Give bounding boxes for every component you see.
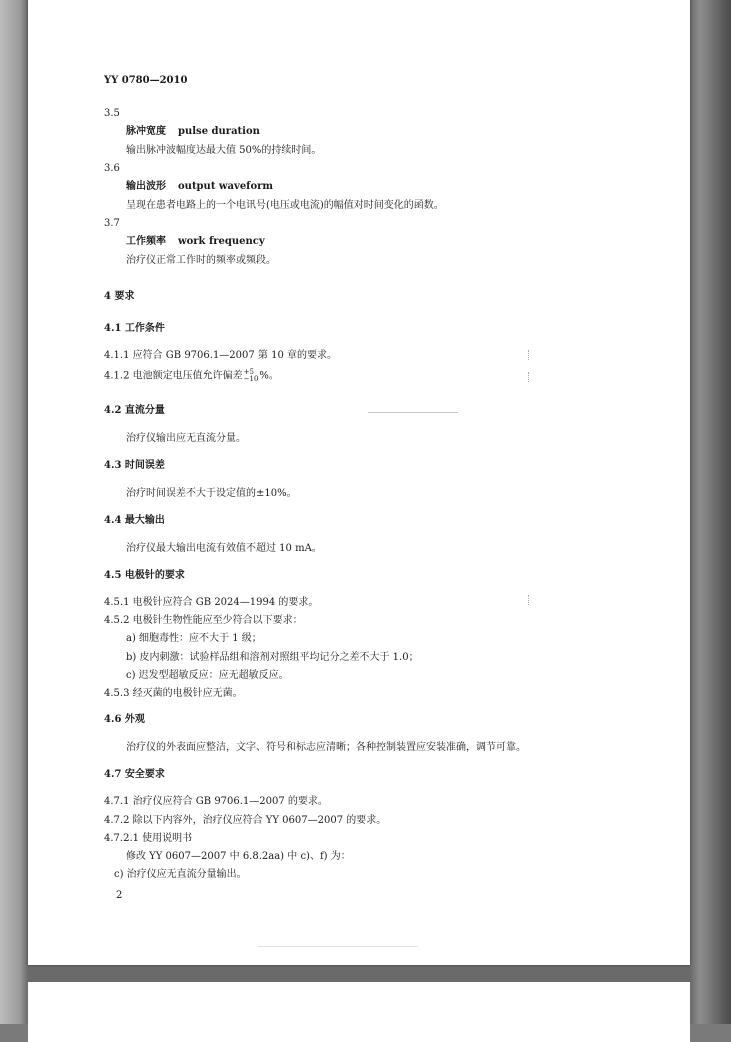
- tolerance-lower: −10: [243, 375, 259, 383]
- scan-artifact-line: [368, 412, 458, 413]
- term-en: output waveform: [178, 181, 274, 192]
- clause-number: 3.5: [104, 108, 120, 119]
- section-heading-4-1: 4.1 工作条件: [104, 323, 165, 334]
- term-heading: [126, 181, 273, 193]
- term-heading: [126, 236, 265, 248]
- scan-mark: [528, 372, 530, 382]
- term-en: work frequency: [178, 236, 265, 247]
- clause-4-7-2: 4.7.2 除以下内容外，治疗仪应符合 YY 0607—2007 的要求。: [104, 815, 387, 826]
- clause-4-6-text: 治疗仪的外表面应整洁，文字、符号和标志应清晰；各种控制装置应安装准确，调节可靠。: [126, 742, 526, 753]
- clause-4-2-text: 治疗仪输出应无直流分量。: [126, 433, 246, 444]
- clause-4-5-1: 4.5.1 电极针应符合 GB 2024—1994 的要求。: [104, 597, 319, 608]
- clause-4-7-2-1-text: 修改 YY 0607—2007 中 6.8.2aa) 中 c)、f) 为：: [126, 851, 351, 862]
- section-heading-4-6: 4.6 外观: [104, 714, 145, 725]
- section-heading-4-7: 4.7 安全要求: [104, 769, 165, 780]
- clause-4-1-2: [104, 369, 279, 384]
- section-heading-4-3: 4.3 时间误差: [104, 460, 165, 471]
- clause-4-1-2-text: 4.1.2 电池额定电压值允许偏差: [104, 370, 243, 382]
- doc-header-id: YY 0780—2010: [104, 75, 188, 86]
- clause-number: 3.6: [104, 163, 120, 174]
- clause-4-1-1: 4.1.1 应符合 GB 9706.1—2007 第 10 章的要求。: [104, 350, 338, 361]
- term-zh: 输出波形: [126, 181, 166, 192]
- section-heading-4-5: 4.5 电极针的要求: [104, 570, 185, 581]
- clause-4-3-text: 治疗时间误差不大于设定值的±10%。: [126, 488, 297, 499]
- scan-mark: [528, 595, 530, 605]
- tolerance-stack: [244, 369, 259, 383]
- list-item-a: a) 细胞毒性：应不大于 1 级；: [126, 633, 262, 644]
- section-heading-4-4: 4.4 最大输出: [104, 515, 165, 526]
- term-zh: 脉冲宽度: [126, 126, 166, 137]
- list-item-c-modified: c) 治疗仪应无直流分量输出。: [114, 869, 247, 880]
- term-en: pulse duration: [178, 126, 260, 137]
- term-definition: 呈现在患者电路上的一个电讯号(电压或电流)的幅值对时间变化的函数。: [126, 200, 444, 211]
- clause-4-4-text: 治疗仪最大输出电流有效值不超过 10 mA。: [126, 543, 322, 554]
- list-item-b: b) 皮内刺激：试验样品组和溶剂对照组平均记分之差不大于 1.0；: [126, 652, 419, 663]
- clause-4-1-2-unit: %。: [259, 370, 279, 382]
- clause-4-7-2-1: 4.7.2.1 使用说明书: [104, 833, 193, 844]
- term-definition: 输出脉冲波幅度达最大值 50%的持续时间。: [126, 145, 322, 156]
- section-heading-4: 4 要求: [104, 291, 135, 302]
- page-number: 2: [116, 890, 123, 901]
- clause-4-5-3: 4.5.3 经灭菌的电极针应无菌。: [104, 688, 243, 699]
- scan-mark: [528, 350, 530, 360]
- list-item-c: c) 迟发型超敏反应：应无超敏反应。: [126, 670, 289, 681]
- next-page-preview: [28, 982, 690, 1042]
- tolerance-upper: +5: [243, 368, 254, 376]
- term-definition: 治疗仪正常工作时的频率或频段。: [126, 255, 276, 266]
- section-heading-4-2: 4.2 直流分量: [104, 405, 165, 416]
- term-zh: 工作频率: [126, 236, 166, 247]
- document-page: [28, 0, 690, 965]
- clause-4-5-2: 4.5.2 电极针生物性能应至少符合以下要求：: [104, 615, 303, 626]
- term-heading: [126, 126, 260, 138]
- scan-artifact-line: [258, 946, 418, 947]
- clause-number: 3.7: [104, 218, 120, 229]
- clause-4-7-1: 4.7.1 治疗仪应符合 GB 9706.1—2007 的要求。: [104, 796, 328, 807]
